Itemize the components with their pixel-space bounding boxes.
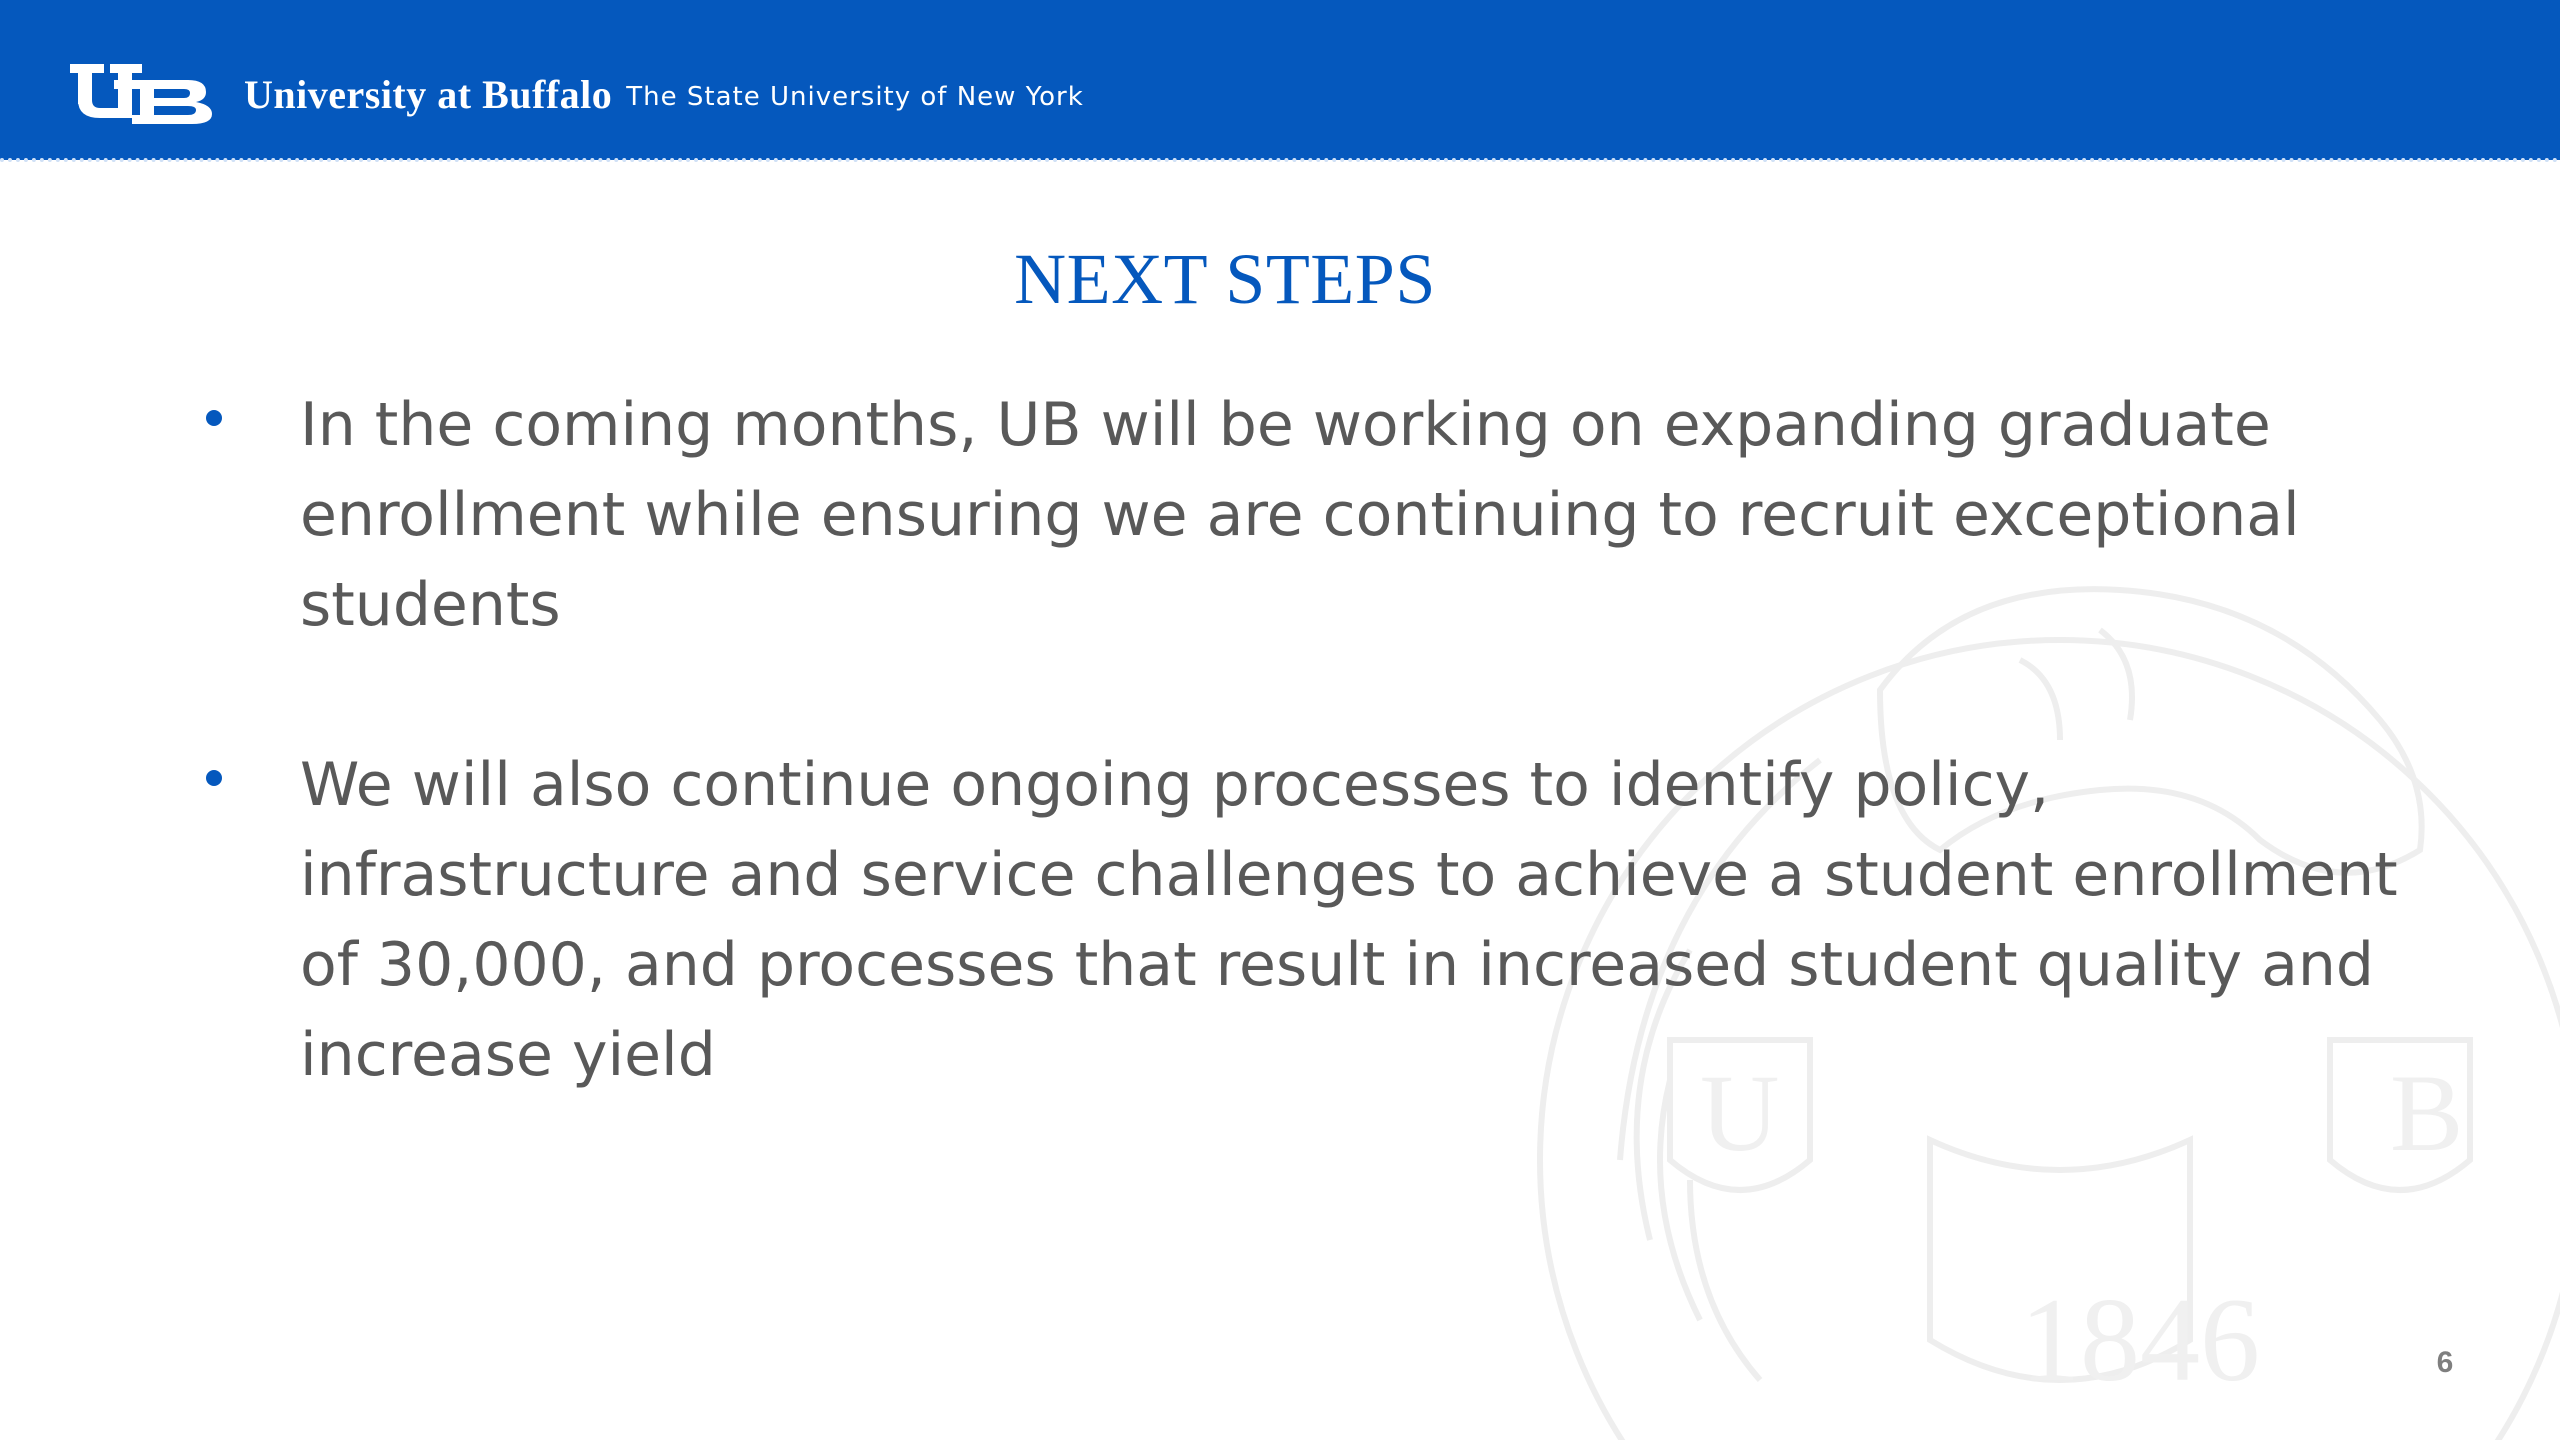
university-logo bbox=[70, 62, 1084, 126]
bullet-item bbox=[190, 740, 2430, 1100]
bullet-dot-icon bbox=[206, 770, 222, 786]
svg-text:U: U bbox=[1700, 1052, 1780, 1174]
bullet-list bbox=[190, 380, 2430, 1190]
header-bar bbox=[0, 0, 2560, 160]
header-dotted-divider bbox=[0, 158, 2560, 162]
bullet-dot-icon bbox=[206, 410, 222, 426]
university-subtitle: The State University of New York bbox=[626, 82, 1084, 112]
page-number: 6 bbox=[2436, 1346, 2454, 1379]
bullet-item bbox=[190, 380, 2430, 650]
slide-title: NEXT STEPS bbox=[1014, 239, 1436, 319]
bullet-text: In the coming months, UB will be working on expanding graduate enrollment while ensuring we are continuing to recruit exceptional students bbox=[300, 390, 2300, 640]
ub-monogram-icon bbox=[70, 62, 230, 126]
bullet-text: We will also continue ongoing processes to identify policy, infrastructure and service challenges to achieve a student enrollment of 30,000, and processes that result in increased student quality and increase yield bbox=[300, 750, 2398, 1090]
svg-text:1846: 1846 bbox=[2020, 1273, 2260, 1406]
university-name: University at Buffalo bbox=[244, 71, 613, 117]
svg-text:B: B bbox=[2390, 1052, 2464, 1174]
